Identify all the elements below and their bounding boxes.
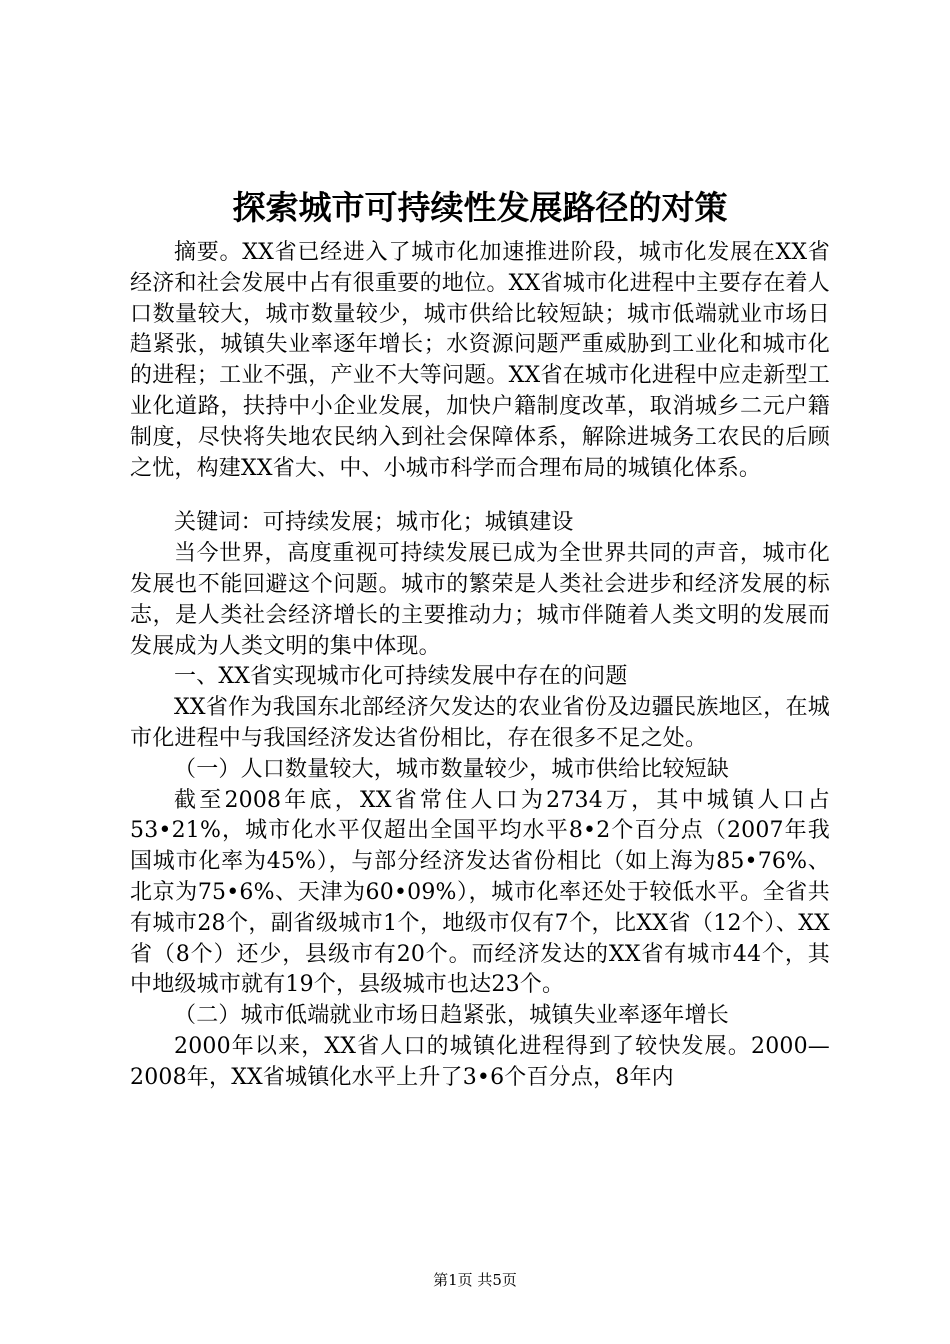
intro-paragraph: 当今世界，高度重视可持续发展已成为全世界共同的声音，城市化发展也不能回避这个问题。城市的繁荣是人类社会进步和经济发展的标志，是人类社会经济增长的主要推动力；城市伴随着人类文明的发展而发展成为人类文明的集中体现。 — [130, 541, 830, 659]
document-page — [130, 178, 830, 1094]
document-title: 探索城市可持续性发展路径的对策 — [232, 188, 728, 227]
section-heading: 一、XX省实现城市化可持续发展中存在的问题 — [174, 664, 628, 690]
page-footer: 第1页 共5页 — [433, 1271, 517, 1289]
subsection-paragraph-1: 截至2008年底，XX省常住人口为2734万，其中城镇人口占53•21%，城市化水平仅超出全国平均水平8•2个百分点（2007年我国城市化率为45%），与部分经济发达省份相比（如上海为85•76%、北京为75•6%、天津为60•09%），城市化率还处于较低水平。全省共有城市28个，副省级城市1个，地级市仅有7个，比XX省（12个）、XX省（8个）还少，县级市有20个。而经济发达的XX省有城市44个，其中地级城市就有19个，县级城市也达23个。 — [130, 787, 830, 998]
abstract-paragraph: 摘要。XX省已经进入了城市化加速推进阶段，城市化发展在XX省经济和社会发展中占有很重要的地位。XX省城市化进程中主要存在着人口数量较大，城市数量较少，城市供给比较短缺；城市低端就业市场日趋紧张，城镇失业率逐年增长；水资源问题严重威胁到工业化和城市化的进程；工业不强，产业不大等问题。XX省在城市化进程中应走新型工业化道路，扶持中小企业发展，加快户籍制度改革，取消城乡二元户籍制度，尽快将失地农民纳入到社会保障体系，解除进城务工农民的后顾之忧，构建XX省大、中、小城市科学而合理布局的城镇化体系。 — [130, 240, 830, 481]
paragraph-gap — [130, 484, 830, 508]
subsection-heading-1: （一）人口数量较大，城市数量较少，城市供给比较短缺 — [174, 756, 730, 782]
subsection-heading-2: （二）城市低端就业市场日趋紧张，城镇失业率逐年增长 — [174, 1003, 730, 1029]
keywords-line: 关键词：可持续发展；城市化；城镇建设 — [174, 510, 574, 536]
section-paragraph: XX省作为我国东北部经济欠发达的农业省份及边疆民族地区，在城市化进程中与我国经济发达省份相比，存在很多不足之处。 — [130, 695, 830, 751]
subsection-paragraph-2: 2000年以来，XX省人口的城镇化进程得到了较快发展。2000—2008年，XX省城镇化水平上升了3•6个百分点，8年内 — [130, 1033, 830, 1090]
